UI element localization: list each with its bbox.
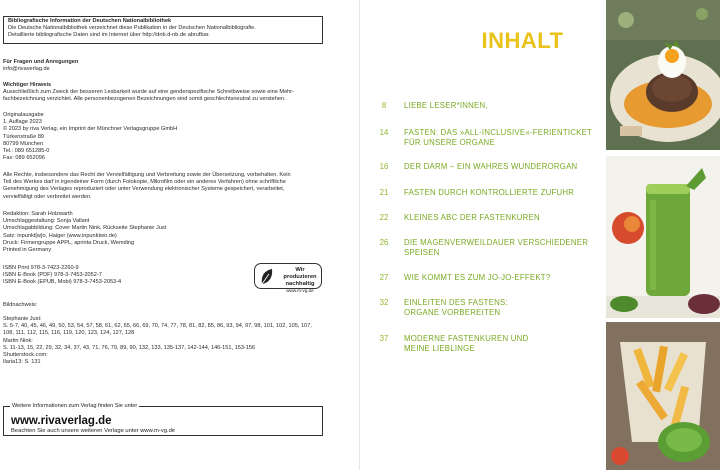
toc-entry-title (404, 162, 594, 172)
biblio-line: Detaillierte bibliografische Daten sind im Internet über http://dnb.d-nb.de abrufbar. (8, 32, 210, 39)
toc-entry-line: WIE KOMMT ES ZUM JO-JO-EFFEKT? (404, 273, 551, 282)
rights-line: Genehmigung des Verlages reproduziert oder unter Verwendung elektronischer Systeme gespeichert, verarbeitet, (3, 186, 285, 193)
image-credits-heading-block (3, 302, 325, 309)
credits-line: Printed in Germany (3, 247, 52, 254)
questions-section (3, 59, 325, 73)
credits-line: Druck: Firmengruppe APPL, aprinta Druck, Wemding (3, 239, 135, 246)
toc-entry-title (404, 334, 594, 353)
toc-entry-line: FÜR UNSERE ORGANE (404, 137, 495, 147)
toc-entry-title (404, 213, 594, 223)
questions-email: info@rivaverlag.de (3, 66, 50, 73)
credits-section (3, 211, 325, 254)
toc-entry-title (404, 128, 594, 147)
food-photo-plated-dish (606, 0, 720, 150)
toc-entry-title (404, 238, 594, 257)
toc-title: INHALT (481, 28, 564, 53)
publisher-line: © 2023 by riva Verlag, ein Imprint der Münchner Verlagsgruppe GmbH (3, 126, 178, 133)
toc-page-number: 14 (379, 128, 389, 137)
image-credits-section (3, 316, 325, 366)
toc-entry-line: DER DARM – EIN WAHRES WUNDERORGAN (404, 162, 578, 171)
toc-entry-line: DIE MAGENVERWEILDAUER VERSCHIEDENER (404, 238, 589, 247)
publisher-line: Originalausgabe (3, 112, 44, 118)
publisher-footer-box (3, 403, 323, 436)
isbn-line: ISBN E-Book (EPUB, Mobi) 978-3-7453-2053-4 (3, 279, 122, 286)
rights-line: Alle Rechte, insbesondere das Recht der Vervielfältigung und Verbreitung sowie der Übersetzung, vorbehalten. Kein (3, 172, 291, 178)
notice-heading: Wichtiger Hinweis (3, 82, 52, 88)
notice-line: Ausschließlich zum Zweck der besseren Lesbarkeit wurde auf eine genderspezifische Schreibweise sowie eine Mehr- (3, 89, 295, 96)
sustainability-badge (254, 263, 322, 293)
footer-label: Weitere Informationen zum Verlag finden Sie unter (12, 403, 138, 409)
publisher-line: 80799 München (3, 140, 44, 147)
badge-line: Wir produzieren (283, 267, 317, 280)
toc-page (360, 0, 720, 470)
publisher-section (3, 112, 325, 162)
rights-line: Teil des Werkes darf in irgendeiner Form (durch Fotokopie, Mikrofilm oder ein anderes Verfahren) ohne schriftliche (3, 179, 286, 186)
biblio-heading: Bibliografische Information der Deutschen Nationalbibliothek (8, 18, 172, 24)
image-credits-line: Shutterstock.com: (3, 352, 48, 359)
toc-page-number: 16 (379, 162, 389, 171)
questions-heading: Für Fragen und Anregungen (3, 59, 79, 65)
isbn-line: ISBN E-Book (PDF) 978-3-7453-2052-7 (3, 272, 102, 279)
publisher-line: 1. Auflage 2023 (3, 119, 42, 126)
toc-entry-line: FASTEN DURCH KONTROLLIERTE ZUFUHR (404, 188, 575, 197)
badge-line: nachhaltig (285, 281, 315, 287)
leaf-icon (260, 268, 274, 286)
food-photo-green-smoothie (606, 156, 720, 318)
toc-entry-title (404, 298, 594, 317)
fries-dip-image (606, 322, 720, 470)
toc-entry-line: ORGANE VORBEREITEN (404, 307, 501, 317)
toc-entry-title (404, 273, 594, 283)
toc-entry-line: KLEINES ABC DER FASTENKUREN (404, 213, 540, 222)
toc-entry-line: FASTEN: DAS »ALL-INCLUSIVE«-FERIENTICKET (404, 128, 593, 137)
food-photo-fries-dip (606, 322, 720, 470)
toc-page-number: 26 (379, 238, 389, 247)
image-credits-line: Martin Nink: (3, 337, 33, 344)
toc-page-number: 27 (379, 273, 389, 282)
badge-url: www.m-vg.de (286, 288, 314, 293)
rights-line: vervielfältigt oder verbreitet werden. (3, 193, 92, 200)
notice-line: fachbezeichnung verzichtet. Alle personenbezogenen Bezeichnungen sind somit geschlechtsneutral zu verstehen. (3, 96, 286, 103)
image-credits-line: S. 5-7, 40, 45, 46, 49, 50, 53, 54, 57, 58, 61, 62, 65, 66, 69, 70, 74, 77, 78, 81, 82, 85, 86, 93, 94, 97, 98, 101, 102, 105, 107, (3, 323, 312, 330)
toc-page-number: 37 (379, 334, 389, 343)
biblio-info-box (3, 16, 323, 44)
toc-page-number: 8 (381, 101, 387, 110)
toc-entry-line: MEINE LIEBLINGE (404, 343, 475, 353)
publisher-website-link[interactable]: www.rivaverlag.de (11, 415, 112, 427)
toc-entry-title (404, 101, 594, 111)
credits-line: Redaktion: Sarah Holzwarth (3, 211, 73, 217)
rights-section (3, 172, 325, 201)
footer-subline: Beachten Sie auch unsere weiteren Verlage unter www.m-vg.de (11, 428, 176, 434)
toc-entry-line: EINLEITEN DES FASTENS: (404, 298, 508, 307)
toc-entry-line: MODERNE FASTENKUREN UND (404, 334, 529, 343)
toc-page-number: 32 (379, 298, 389, 307)
isbn-section (3, 265, 243, 287)
toc-page-number: 21 (379, 188, 389, 197)
toc-entry-title (404, 188, 594, 198)
image-credits-line: 108, 111, 112, 115, 116, 119, 120, 123, 124, 127, 128 (3, 330, 135, 337)
toc-entry-line: LIEBE LESER*INNEN, (404, 101, 488, 110)
image-credits-line: Ilaria13: S. 131 (3, 359, 41, 366)
image-credits-heading: Bildnachweis: (3, 302, 38, 308)
publisher-line: Türkenstraße 89 (3, 133, 45, 140)
credits-line: Umschlagabbildung: Cover Martin Nink, Rückseite Stephanie Just (3, 225, 167, 232)
credits-line: Umschlaggestaltung: Sonja Vallant (3, 218, 90, 225)
publisher-line: Tel.: 089 651285-0 (3, 148, 50, 155)
toc-page-number: 22 (379, 213, 389, 222)
isbn-line: ISBN Print 978-3-7423-2260-9 (3, 265, 79, 271)
credits-line: Satz: inpunkt[w]o, Haiger (www.inpunktwo.de) (3, 232, 117, 239)
green-smoothie-image (606, 156, 720, 318)
publisher-line: Fax: 089 652096 (3, 155, 45, 162)
image-credits-line: S. 11-13, 15, 22, 29, 32, 34, 37, 43, 71, 76, 79, 89, 90, 132, 133, 135-137, 142-144, 146-151, 153-156 (3, 344, 256, 351)
plated-dish-image (606, 0, 720, 150)
image-credits-line: Stephanie Just: (3, 316, 42, 322)
notice-section (3, 82, 325, 104)
toc-entry-line: SPEISEN (404, 247, 440, 257)
biblio-line: Die Deutsche Nationalbibliothek verzeichnet diese Publikation in der Deutschen Nationalbibliografie. (8, 25, 256, 32)
